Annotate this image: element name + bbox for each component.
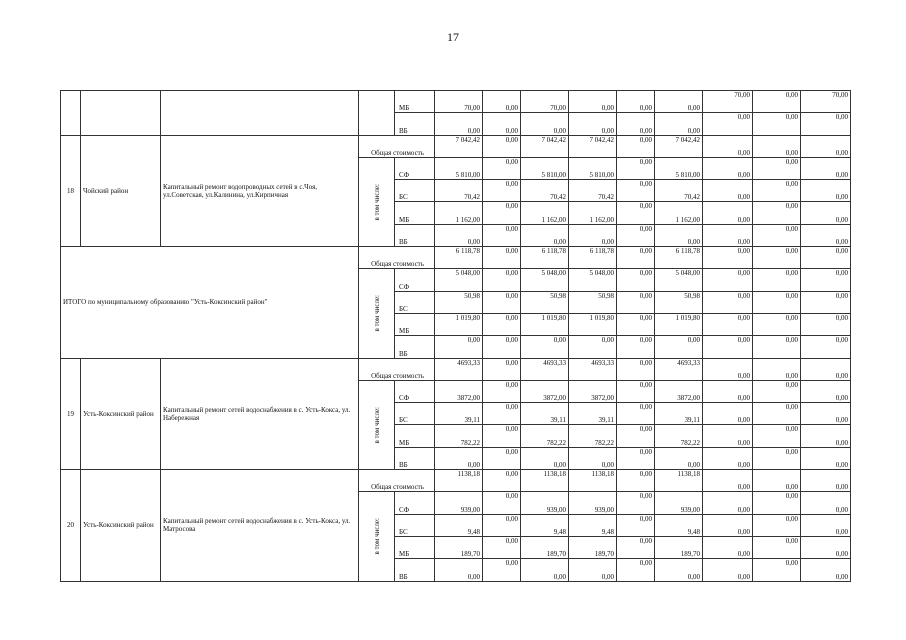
value-cell: 0,00 [569,447,617,469]
value-cell: 0,00 [801,157,851,179]
value-cell: 0,00 [703,247,753,269]
source-label: МБ [395,91,435,113]
value-cell: 0,00 [753,380,801,402]
value-cell: 4693,33 [569,358,617,380]
value-cell: 70,00 [521,91,569,113]
value-cell: 0,00 [617,313,655,335]
value-cell: 50,98 [521,291,569,313]
source-label: СФ [395,492,435,514]
value-cell: 0,00 [703,291,753,313]
value-cell: 0,00 [703,313,753,335]
value-cell: 0,00 [435,224,483,246]
value-cell: 0,00 [617,536,655,558]
value-cell: 50,98 [655,291,703,313]
value-cell: 0,00 [703,559,753,581]
value-cell: 1 162,00 [569,202,617,224]
value-cell: 0,00 [655,91,703,113]
value-cell: 0,00 [521,224,569,246]
value-cell: 0,00 [569,559,617,581]
value-cell: 0,00 [483,247,521,269]
incl-label [359,380,395,469]
item-total-row [61,470,851,492]
value-cell: 782,22 [435,425,483,447]
value-cell: 0,00 [753,157,801,179]
value-cell: 0,00 [753,224,801,246]
value-cell: 4693,33 [655,358,703,380]
value-cell: 0,00 [617,91,655,113]
value-cell: 1138,18 [655,470,703,492]
value-cell: 0,00 [801,358,851,380]
value-cell: 0,00 [483,135,521,157]
value-cell: 0,00 [569,224,617,246]
value-cell: 50,98 [435,291,483,313]
value-cell: 1 162,00 [521,202,569,224]
incl-label [359,492,395,581]
value-cell: 0,00 [435,113,483,135]
value-cell: 5 810,00 [655,157,703,179]
table-body [61,91,851,582]
value-cell: 0,00 [617,514,655,536]
value-cell: 0,00 [703,380,753,402]
page-number: 17 [447,30,459,44]
value-cell: 0,00 [521,336,569,358]
value-cell: 0,00 [483,380,521,402]
value-cell: 0,00 [801,135,851,157]
district-name: Усть-Коксинский район [81,358,161,469]
value-cell: 9,48 [435,514,483,536]
value-cell: 1138,18 [569,470,617,492]
value-cell: 0,00 [521,559,569,581]
value-cell: 0,00 [483,514,521,536]
value-cell: 0,00 [617,559,655,581]
value-cell: 189,70 [569,536,617,558]
value-cell: 189,70 [435,536,483,558]
value-cell: 0,00 [617,403,655,425]
value-cell: 0,00 [753,180,801,202]
value-cell: 5 048,00 [435,269,483,291]
source-label: МБ [395,425,435,447]
cost-table [60,90,851,582]
value-cell: 0,00 [483,447,521,469]
source-label: БС [395,514,435,536]
value-cell: 7 042,42 [521,135,569,157]
value-cell: 0,00 [753,470,801,492]
value-cell: 70,42 [569,180,617,202]
value-cell: 0,00 [801,447,851,469]
value-cell: 6 118,78 [435,247,483,269]
value-cell: 9,48 [655,514,703,536]
value-cell: 0,00 [617,202,655,224]
value-cell: 782,22 [655,425,703,447]
value-cell: 0,00 [569,113,617,135]
value-cell: 4693,33 [521,358,569,380]
continuation-row [61,91,851,113]
value-cell: 0,00 [753,247,801,269]
value-cell: 0,00 [617,336,655,358]
value-cell: 0,00 [753,113,801,135]
value-cell: 0,00 [801,247,851,269]
value-cell: 0,00 [617,425,655,447]
district-cell [81,91,161,136]
value-cell: 0,00 [483,269,521,291]
value-cell: 4693,33 [435,358,483,380]
value-cell: 0,00 [617,224,655,246]
value-cell: 0,00 [483,403,521,425]
value-cell: 0,00 [753,425,801,447]
value-cell: 1138,18 [435,470,483,492]
value-cell: 0,00 [569,91,617,113]
value-cell: 0,00 [703,403,753,425]
total-label: Общая стоимость [359,247,435,269]
value-cell: 0,00 [753,291,801,313]
value-cell: 0,00 [483,157,521,179]
value-cell: 0,00 [435,336,483,358]
value-cell: 1 019,80 [521,313,569,335]
value-cell: 6 118,78 [655,247,703,269]
value-cell: 0,00 [521,113,569,135]
value-cell: 1 019,80 [569,313,617,335]
value-cell: 0,00 [801,425,851,447]
incl-label-text: в том числе: [372,406,381,444]
item-number: 19 [61,358,81,469]
value-cell: 39,11 [655,403,703,425]
incl-label-text: в том числе: [372,295,381,332]
value-cell: 3872,00 [569,380,617,402]
value-cell: 0,00 [753,447,801,469]
value-cell: 1 162,00 [655,202,703,224]
value-cell: 70,42 [655,180,703,202]
value-cell: 782,22 [569,425,617,447]
value-cell: 0,00 [801,403,851,425]
value-cell: 7 042,42 [655,135,703,157]
value-cell: 5 810,00 [435,157,483,179]
value-cell: 70,00 [703,91,753,113]
source-label: БС [395,291,435,313]
value-cell: 0,00 [703,224,753,246]
total-label: Общая стоимость [359,358,435,380]
value-cell: 0,00 [703,269,753,291]
value-cell: 3872,00 [655,380,703,402]
incl-label [359,157,395,246]
value-cell: 782,22 [521,425,569,447]
value-cell: 0,00 [655,447,703,469]
value-cell: 0,00 [483,358,521,380]
district-name: Чойский район [81,135,161,246]
value-cell: 0,00 [801,514,851,536]
district-name: Усть-Коксинский район [81,470,161,581]
source-label: СФ [395,157,435,179]
value-cell: 0,00 [801,113,851,135]
value-cell: 5 810,00 [521,157,569,179]
value-cell: 0,00 [483,336,521,358]
value-cell: 0,00 [801,269,851,291]
value-cell: 0,00 [521,447,569,469]
value-cell: 0,00 [483,313,521,335]
source-label: МБ [395,536,435,558]
value-cell: 0,00 [703,180,753,202]
value-cell: 5 810,00 [569,157,617,179]
value-cell: 0,00 [703,202,753,224]
value-cell: 0,00 [655,113,703,135]
value-cell: 0,00 [483,91,521,113]
value-cell: 939,00 [655,492,703,514]
itogo-total-row [61,247,851,269]
value-cell: 39,11 [435,403,483,425]
source-label: СФ [395,380,435,402]
value-cell: 0,00 [801,470,851,492]
value-cell: 0,00 [703,135,753,157]
incl-label-text: в том числе: [372,518,381,555]
value-cell: 1 019,80 [435,313,483,335]
source-label: БС [395,403,435,425]
source-label: БС [395,180,435,202]
value-cell: 0,00 [617,113,655,135]
value-cell: 0,00 [801,291,851,313]
value-cell: 6 118,78 [521,247,569,269]
value-cell: 0,00 [703,157,753,179]
total-label: Общая стоимость [359,470,435,492]
item-description: Капитальный ремонт сетей водоснабжения в с. Усть-Кокса, ул. Набережная [161,358,359,469]
value-cell: 0,00 [753,514,801,536]
value-cell: 1138,18 [521,470,569,492]
value-cell: 7 042,42 [435,135,483,157]
value-cell: 189,70 [655,536,703,558]
item-total-row [61,135,851,157]
value-cell: 0,00 [483,559,521,581]
value-cell: 70,00 [801,91,851,113]
value-cell: 5 048,00 [521,269,569,291]
value-cell: 0,00 [703,536,753,558]
value-cell: 0,00 [703,514,753,536]
value-cell: 0,00 [753,559,801,581]
value-cell: 0,00 [483,202,521,224]
value-cell: 0,00 [753,492,801,514]
value-cell: 0,00 [617,380,655,402]
value-cell: 0,00 [617,135,655,157]
value-cell: 0,00 [703,470,753,492]
value-cell: 0,00 [753,403,801,425]
value-cell: 0,00 [801,202,851,224]
value-cell: 1 162,00 [435,202,483,224]
num-cell [61,91,81,136]
value-cell: 0,00 [753,269,801,291]
value-cell: 0,00 [483,224,521,246]
value-cell: 0,00 [753,336,801,358]
value-cell: 1 019,80 [655,313,703,335]
value-cell: 0,00 [617,180,655,202]
source-label: ВБ [395,224,435,246]
value-cell: 0,00 [753,313,801,335]
source-label: ВБ [395,559,435,581]
item-number: 18 [61,135,81,246]
value-cell: 0,00 [655,336,703,358]
source-label: ВБ [395,447,435,469]
value-cell: 0,00 [483,291,521,313]
item-total-row [61,358,851,380]
value-cell: 0,00 [801,180,851,202]
value-cell: 0,00 [703,425,753,447]
incl-label-text: в том числе: [372,183,381,221]
total-label: Общая стоимость [359,135,435,157]
value-cell: 0,00 [617,247,655,269]
value-cell: 0,00 [617,447,655,469]
value-cell: 0,00 [435,447,483,469]
description-cell [161,91,359,136]
value-cell: 3872,00 [435,380,483,402]
value-cell: 0,00 [483,113,521,135]
value-cell: 0,00 [483,180,521,202]
value-cell: 0,00 [801,536,851,558]
value-cell: 0,00 [801,336,851,358]
value-cell: 189,70 [521,536,569,558]
value-cell: 0,00 [617,470,655,492]
value-cell: 0,00 [617,358,655,380]
source-label: МБ [395,202,435,224]
item-number: 20 [61,470,81,581]
value-cell: 0,00 [801,224,851,246]
value-cell: 939,00 [521,492,569,514]
incl-label [359,269,395,358]
value-cell: 0,00 [483,492,521,514]
item-description: Капитальный ремонт сетей водоснабжения в с. Усть-Кокса, ул. Матросова [161,470,359,581]
value-cell: 0,00 [617,492,655,514]
value-cell: 0,00 [483,536,521,558]
source-label: МБ [395,313,435,335]
value-cell: 3872,00 [521,380,569,402]
value-cell: 0,00 [703,358,753,380]
value-cell: 0,00 [703,447,753,469]
value-cell: 0,00 [483,425,521,447]
value-cell: 0,00 [753,91,801,113]
value-cell: 0,00 [703,492,753,514]
value-cell: 939,00 [569,492,617,514]
value-cell: 0,00 [435,559,483,581]
itogo-label: ИТОГО по муниципальному образованию "Усть-Коксинский район" [61,247,359,358]
value-cell: 6 118,78 [569,247,617,269]
incl-label [359,91,395,136]
value-cell: 0,00 [801,380,851,402]
value-cell: 0,00 [703,336,753,358]
source-label: ВБ [395,113,435,135]
value-cell: 0,00 [617,291,655,313]
value-cell: 9,48 [521,514,569,536]
value-cell: 0,00 [655,559,703,581]
value-cell: 39,11 [521,403,569,425]
value-cell: 0,00 [801,559,851,581]
value-cell: 0,00 [753,202,801,224]
item-description: Капитальный ремонт водопроводных сетей в с.Чоя, ул.Советская, ул.Калинина, ул.Кирпичная [161,135,359,246]
value-cell: 0,00 [753,358,801,380]
value-cell: 0,00 [617,269,655,291]
source-label: ВБ [395,336,435,358]
value-cell: 7 042,42 [569,135,617,157]
value-cell: 0,00 [655,224,703,246]
value-cell: 0,00 [801,313,851,335]
value-cell: 70,42 [435,180,483,202]
value-cell: 0,00 [703,113,753,135]
value-cell: 0,00 [801,492,851,514]
value-cell: 0,00 [753,536,801,558]
source-label: СФ [395,269,435,291]
value-cell: 0,00 [617,157,655,179]
value-cell: 70,42 [521,180,569,202]
value-cell: 0,00 [753,135,801,157]
value-cell: 9,48 [569,514,617,536]
value-cell: 70,00 [435,91,483,113]
value-cell: 0,00 [483,470,521,492]
value-cell: 5 048,00 [655,269,703,291]
value-cell: 0,00 [569,336,617,358]
value-cell: 39,11 [569,403,617,425]
value-cell: 5 048,00 [569,269,617,291]
value-cell: 50,98 [569,291,617,313]
value-cell: 939,00 [435,492,483,514]
